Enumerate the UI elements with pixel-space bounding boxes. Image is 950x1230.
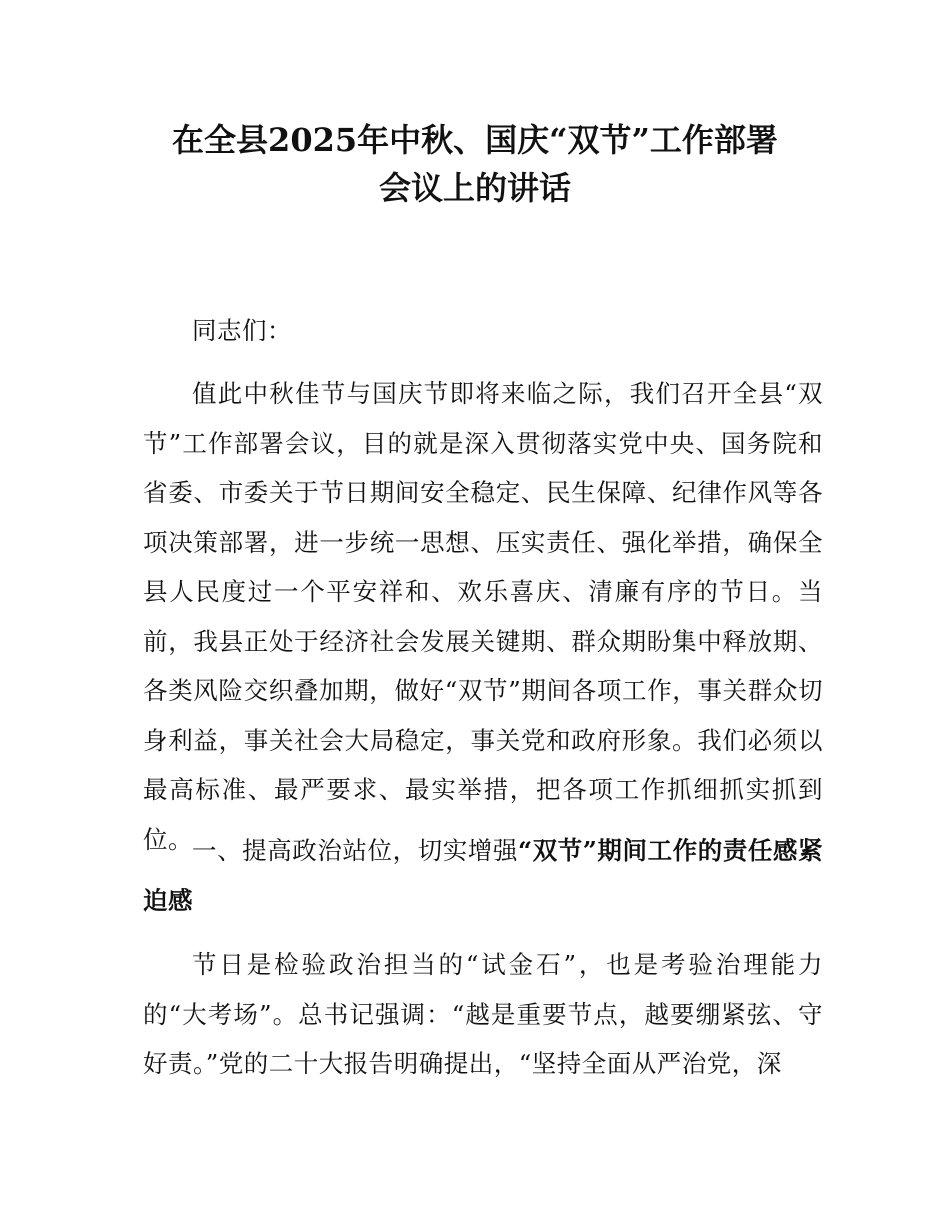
document-title-line-1: 在全县2025年中秋、国庆“双节”工作部署	[172, 121, 778, 159]
salutation: 同志们：	[192, 316, 292, 345]
paragraph-section-1: 节日是检验政治担当的“试金石”，也是考验治理能力的“大考场”。总书记强调：“越是重要节点，越要绷紧弦、守好责。”党的二十大报告明确提出，“坚持全面从严治党，深	[143, 950, 823, 1078]
section-heading-1-prefix: 一、提高政治站位，切实增强	[192, 836, 518, 865]
document-title-line-2: 会议上的讲话	[378, 169, 571, 207]
paragraph-intro: 值此中秋佳节与国庆节即将来临之际，我们召开全县“双节”工作部署会议，目的就是深入贯彻落实党中央、国务院和省委、市委关于节日期间安全稳定、民生保障、纪律作风等各项决策部署，进一步统一思想、压实责任、强化举措，确保全县人民度过一个平安祥和、欢乐喜庆、清廉有序的节日。当前，我县正处于经济社会发展关键期、群众期盼集中释放期、各类风险交织叠加期，做好“双节”期间各项工作，事关群众切身利益，事关社会大局稳定，事关党和政府形象。我们必须以最高标准、最严要求、最实举措，把各项工作抓细抓实抓到位。	[143, 379, 823, 854]
section-heading-1-bold: “双节”期间工作的责任感紧迫感	[143, 836, 824, 915]
section-heading-1	[143, 826, 823, 925]
